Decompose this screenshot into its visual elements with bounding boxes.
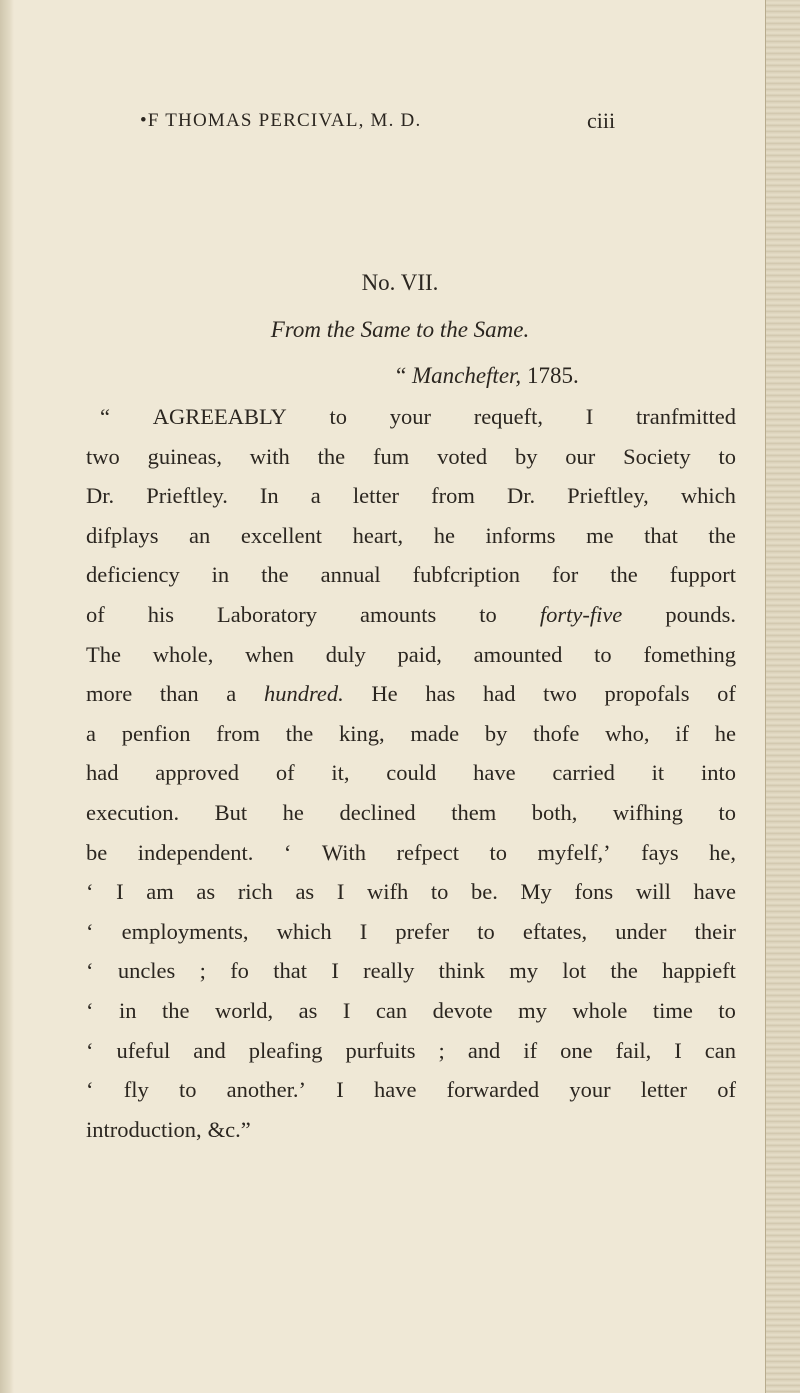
text-line: ‘ ufeful and pleafing purfuits ; and if one fail, I can xyxy=(86,1037,736,1063)
letter-subtitle: From the Same to the Same. xyxy=(270,317,530,342)
text-line: ‘ in the world, as I can devote my whole time to xyxy=(86,997,736,1023)
page-number: ciii xyxy=(587,108,616,133)
text-line: ‘ employments, which I prefer to eftates, under their xyxy=(86,918,736,944)
text-line: ‘ I am as rich as I wifh to be. My fons will have xyxy=(86,879,736,905)
text-line: deficiency in the annual fubfcription for the fupport xyxy=(86,562,736,588)
text-line: be independent. ‘ With refpect to myfelf,’ fays he, xyxy=(86,839,736,865)
running-head: •F THOMAS PERCIVAL, M. D. xyxy=(140,110,422,131)
page-header xyxy=(140,110,740,140)
book-fore-edge xyxy=(765,0,800,1393)
text-line: “ AGREEABLY to your requeft, I tranfmitted xyxy=(100,404,736,429)
text-line: had approved of it, could have carried it into xyxy=(86,760,736,786)
letter-dateline: “ Manchefter, 1785. xyxy=(396,363,579,388)
text-line: The whole, when duly paid, amounted to fomething xyxy=(86,641,736,667)
text-line: of his Laboratory amounts to forty-five pounds. xyxy=(86,601,736,627)
section-title: No. VII. xyxy=(361,270,439,295)
text-line: introduction, &c.” xyxy=(86,1116,251,1142)
text-line: two guineas, with the fum voted by our Society to xyxy=(86,443,736,469)
text-line: more than a hundred. He has had two propofals of xyxy=(86,681,736,707)
letter-body xyxy=(86,397,736,1149)
text-line: ‘ fly to another.’ I have forwarded your letter of xyxy=(86,1077,736,1103)
text-line: a penfion from the king, made by thofe who, if he xyxy=(86,720,736,746)
text-line: Dr. Prieftley. In a letter from Dr. Prieftley, which xyxy=(86,483,736,509)
text-line: ‘ uncles ; fo that I really think my lot the happieft xyxy=(86,958,736,984)
page-left-edge xyxy=(0,0,14,1393)
text-line: execution. But he declined them both, wifhing to xyxy=(86,799,736,825)
text-line: difplays an excellent heart, he informs me that the xyxy=(86,522,736,548)
